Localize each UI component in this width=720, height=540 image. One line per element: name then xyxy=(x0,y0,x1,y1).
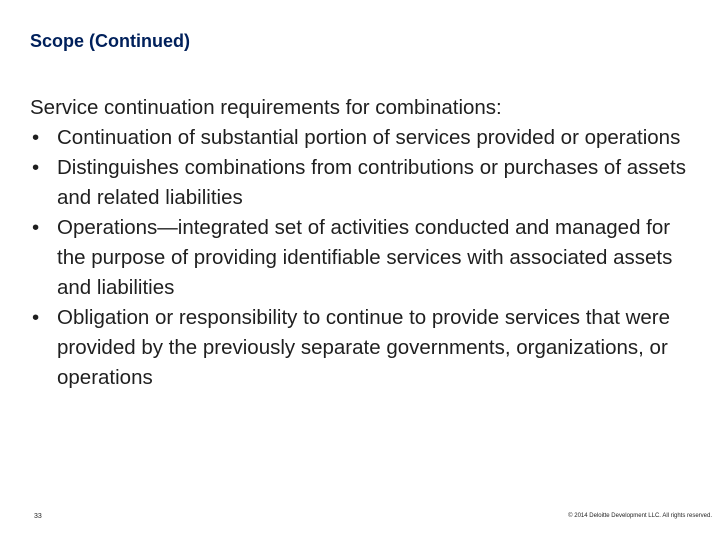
bullet-marker: • xyxy=(32,306,40,329)
bullet-marker: • xyxy=(32,156,40,179)
bullet-text: Operations—integrated set of activities conducted and managed for the purpose of providing identifiable services with associated assets and liabilities xyxy=(57,216,673,299)
slide-body xyxy=(30,93,700,393)
list-item xyxy=(30,153,700,213)
bullet-marker: • xyxy=(32,216,40,239)
copyright-notice: © 2014 Deloitte Development LLC. All rights reserved. xyxy=(568,513,712,519)
list-item xyxy=(30,123,700,153)
list-item xyxy=(30,303,700,393)
intro-text: Service continuation requirements for combinations: xyxy=(30,96,502,119)
bullet-marker: • xyxy=(32,126,40,149)
bullet-list xyxy=(30,123,700,393)
bullet-text: Continuation of substantial portion of services provided or operations xyxy=(57,126,681,149)
bullet-text: Obligation or responsibility to continue to provide services that were provided by the previously separate governments, organizations, or operations xyxy=(57,306,671,389)
bullet-text: Distinguishes combinations from contributions or purchases of assets and related liabilities xyxy=(57,156,686,209)
page-number: 33 xyxy=(34,513,42,520)
slide-title: Scope (Continued) xyxy=(30,31,190,51)
list-item xyxy=(30,213,700,303)
